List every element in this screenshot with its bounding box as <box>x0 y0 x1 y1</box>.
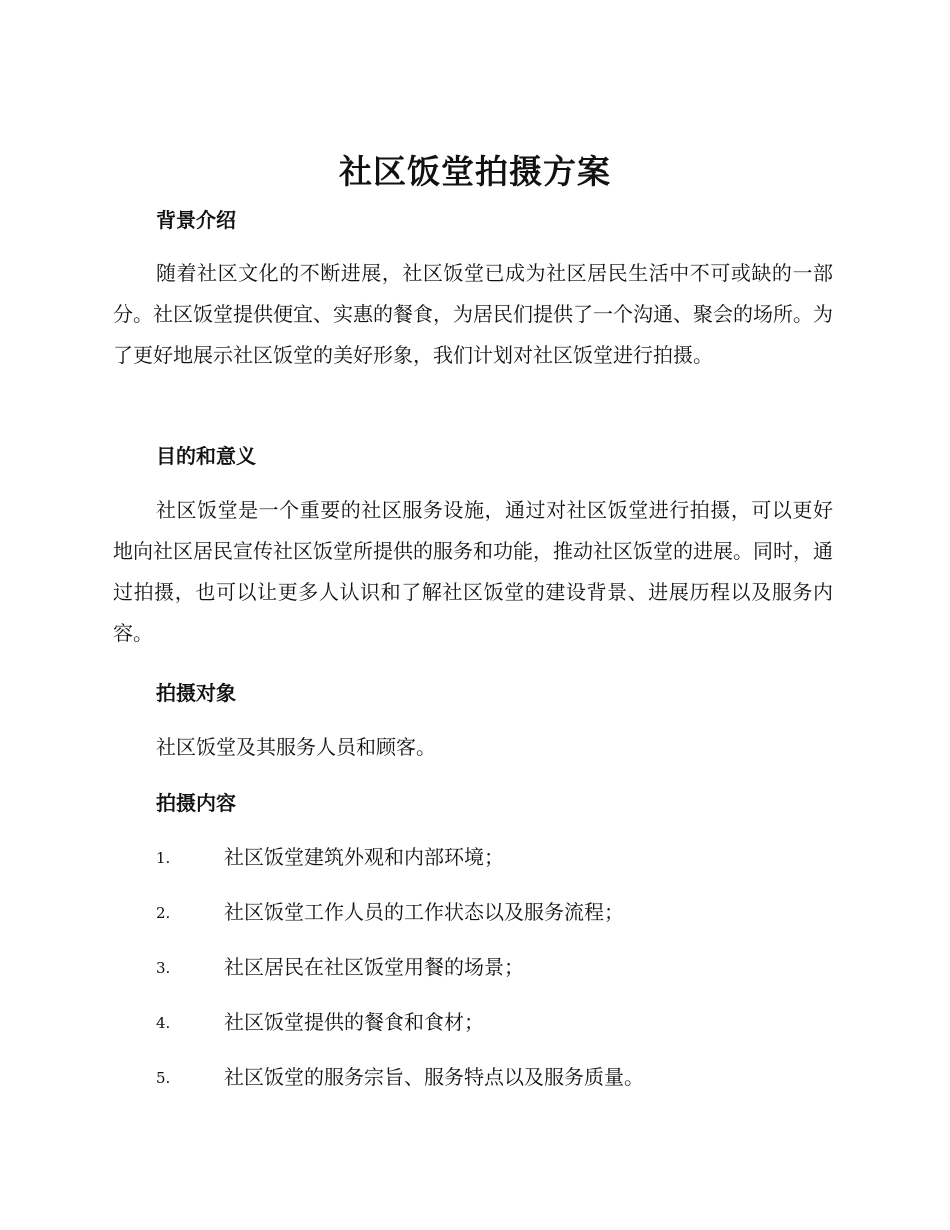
document-title: 社区饭堂拍摄方案 <box>339 152 611 191</box>
list-item-text: 社区居民在社区饭堂用餐的场景； <box>224 955 524 979</box>
section-body-purpose: 社区饭堂是一个重要的社区服务设施，通过对社区饭堂进行拍摄，可以更好地向社区居民宣传社区饭堂所提供的服务和功能，推动社区饭堂的进展。同时，通过拍摄，也可以让更多人认识和了解社区饭堂的建设背景、进展历程以及服务内容。 <box>113 498 833 645</box>
list-item-text: 社区饭堂工作人员的工作状态以及服务流程； <box>224 900 624 924</box>
list-item-number: 1. <box>156 849 171 867</box>
list-item <box>156 898 856 926</box>
list-item <box>156 843 856 871</box>
list-item-number: 5. <box>156 1069 171 1087</box>
list-item <box>156 1008 856 1036</box>
section-heading-background: 背景介绍 <box>156 208 236 232</box>
list-item-text: 社区饭堂提供的餐食和食材； <box>224 1010 484 1034</box>
list-item-number: 4. <box>156 1014 171 1032</box>
list-item-number: 2. <box>156 904 171 922</box>
section-body-subjects: 社区饭堂及其服务人员和顾客。 <box>156 735 436 759</box>
section-heading-purpose: 目的和意义 <box>156 444 256 468</box>
section-heading-subjects: 拍摄对象 <box>156 681 236 705</box>
list-item-text: 社区饭堂的服务宗旨、服务特点以及服务质量。 <box>224 1065 644 1089</box>
list-item-text: 社区饭堂建筑外观和内部环境； <box>224 845 504 869</box>
list-item <box>156 953 856 981</box>
section-body-background: 随着社区文化的不断进展，社区饭堂已成为社区居民生活中不可或缺的一部分。社区饭堂提供便宜、实惠的餐食，为居民们提供了一个沟通、聚会的场所。为了更好地展示社区饭堂的美好形象，我们计划对社区饭堂进行拍摄。 <box>113 261 833 367</box>
section-heading-content: 拍摄内容 <box>156 791 236 815</box>
list-item-number: 3. <box>156 959 171 977</box>
list-item <box>156 1063 856 1091</box>
